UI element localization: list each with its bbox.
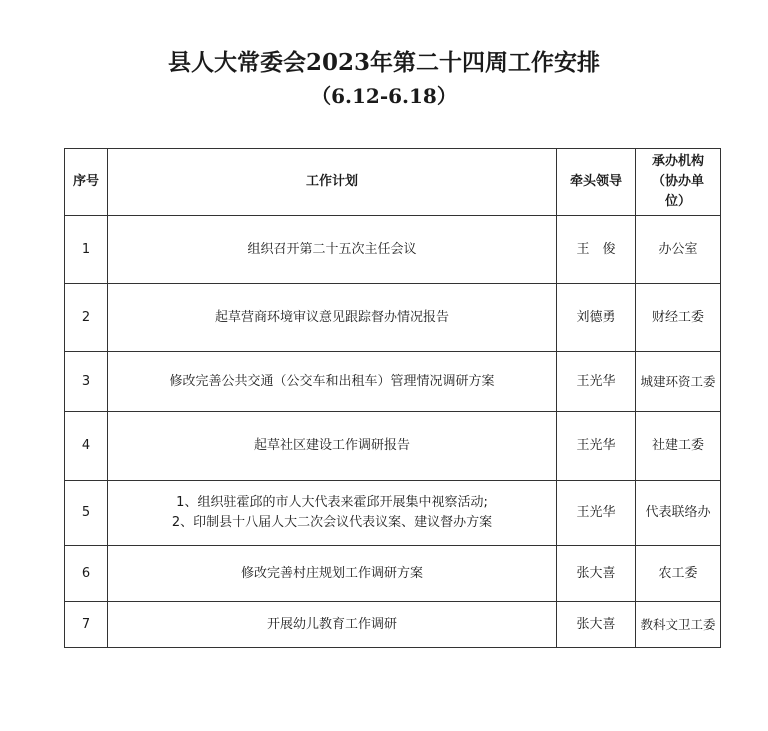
header-plan: 工作计划 — [108, 149, 557, 216]
schedule-table — [64, 148, 721, 648]
row-lead: 刘德勇 — [557, 284, 636, 352]
table-row — [65, 546, 721, 602]
row-org: 社建工委 — [636, 412, 721, 481]
table-row — [65, 481, 721, 546]
row-no: 3 — [65, 352, 108, 412]
page-title: 县人大常委会2023年第二十四周工作安排 — [167, 49, 600, 76]
row-no: 1 — [65, 216, 108, 284]
row-plan: 修改完善村庄规划工作调研方案 — [108, 546, 557, 602]
row-org: 农工委 — [636, 546, 721, 602]
date-range: （6.12-6.18） — [311, 84, 457, 108]
table-row — [65, 284, 721, 352]
row-lead: 王 俊 — [557, 216, 636, 284]
row-plan: 1、组织驻霍邱的市人大代表来霍邱开展集中视察活动; 2、印制县十八届人大二次会议代表议案、建议督办方案 — [108, 481, 557, 546]
row-lead: 王光华 — [557, 352, 636, 412]
row-lead: 张大喜 — [557, 546, 636, 602]
document-title — [0, 46, 768, 110]
table-row — [65, 216, 721, 284]
row-org: 城建环资工委 — [636, 352, 721, 412]
row-lead: 王光华 — [557, 412, 636, 481]
row-plan: 修改完善公共交通（公交车和出租车）管理情况调研方案 — [108, 352, 557, 412]
row-lead: 王光华 — [557, 481, 636, 546]
row-lead: 张大喜 — [557, 602, 636, 648]
row-org: 财经工委 — [636, 284, 721, 352]
row-plan: 组织召开第二十五次主任会议 — [108, 216, 557, 284]
table-row — [65, 352, 721, 412]
table-row — [65, 602, 721, 648]
table-row — [65, 412, 721, 481]
row-no: 5 — [65, 481, 108, 546]
table-header-row — [65, 149, 721, 216]
row-no: 2 — [65, 284, 108, 352]
row-plan: 开展幼儿教育工作调研 — [108, 602, 557, 648]
row-org: 代表联络办 — [636, 481, 721, 546]
row-no: 7 — [65, 602, 108, 648]
row-org: 办公室 — [636, 216, 721, 284]
row-no: 6 — [65, 546, 108, 602]
row-plan: 起草社区建设工作调研报告 — [108, 412, 557, 481]
row-org: 教科文卫工委 — [636, 602, 721, 648]
header-org: 承办机构（协办单位） — [636, 149, 721, 216]
header-lead: 牵头领导 — [557, 149, 636, 216]
row-no: 4 — [65, 412, 108, 481]
header-no: 序号 — [65, 149, 108, 216]
row-plan: 起草营商环境审议意见跟踪督办情况报告 — [108, 284, 557, 352]
